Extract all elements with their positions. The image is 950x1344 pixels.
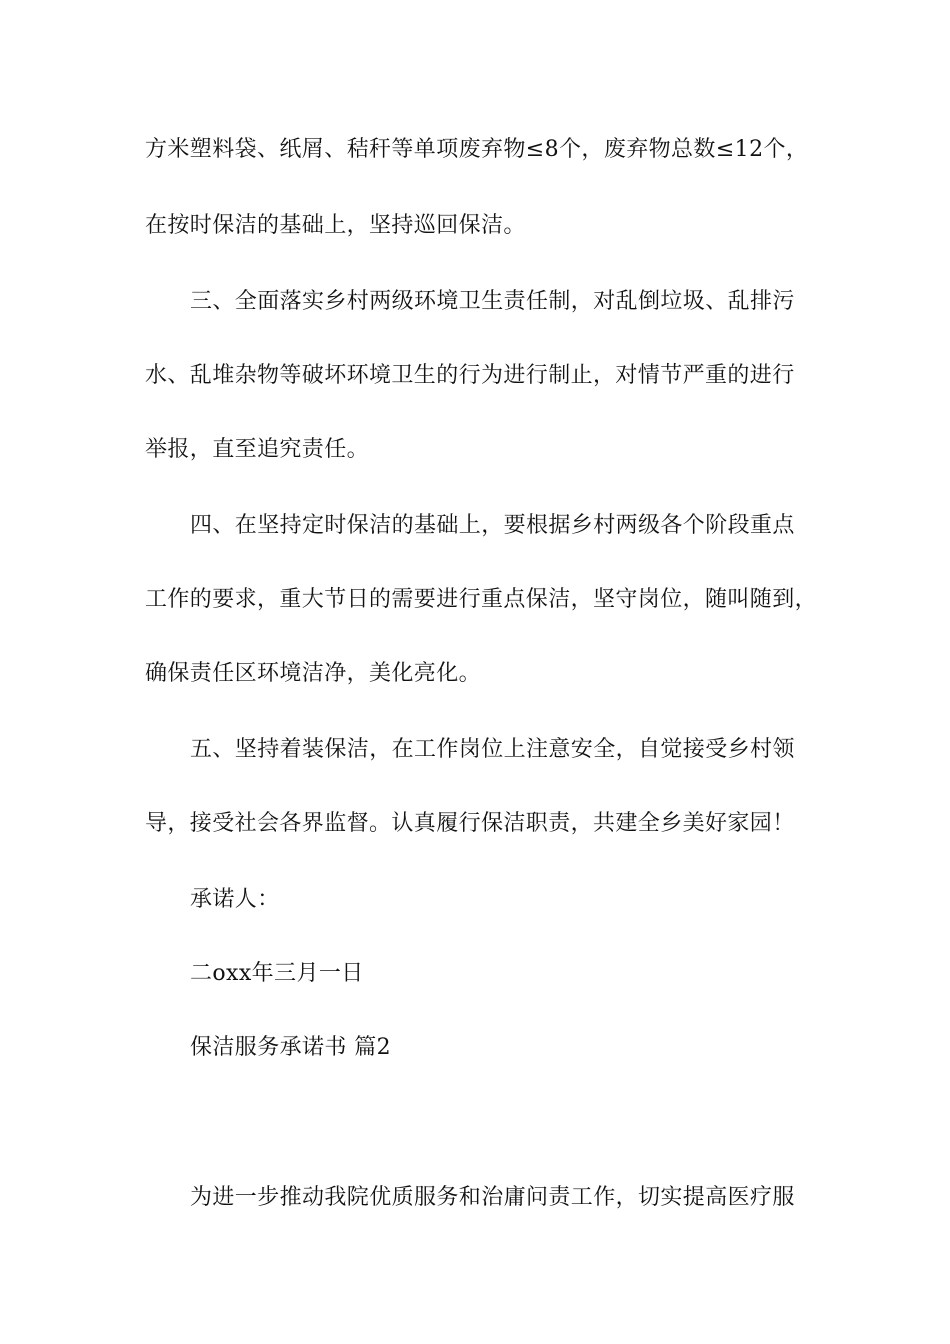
paragraph-five-start: 五、坚持着装保洁，在工作岗位上注意安全，自觉接受乡村领 — [190, 737, 795, 762]
paragraph-three-start: 三、全面落实乡村两级环境卫生责任制，对乱倒垃圾、乱排污 — [190, 289, 795, 314]
text-line: 工作的要求，重大节日的需要进行重点保洁，坚守岗位，随叫随到， — [145, 587, 818, 612]
promisor-label: 承诺人： — [190, 887, 280, 912]
text-line: 导，接受社会各界监督。认真履行保洁职责，共建全乡美好家园！ — [145, 811, 795, 836]
text-line: 在按时保洁的基础上，坚持巡回保洁。 — [145, 213, 526, 238]
text-line: 为进一步推动我院优质服务和治庸问责工作，切实提高医疗服 — [190, 1185, 795, 1210]
text-line: 确保责任区环境洁净，美化亮化。 — [145, 661, 482, 686]
text-line: 举报，直至追究责任。 — [145, 437, 370, 462]
paragraph-four-start: 四、在坚持定时保洁的基础上，要根据乡村两级各个阶段重点 — [190, 513, 795, 538]
document-date: 二oxx年三月一日 — [190, 961, 364, 986]
section-title: 保洁服务承诺书 篇2 — [190, 1035, 391, 1060]
text-line: 方米塑料袋、纸屑、秸秆等单项废弃物≤8个，废弃物总数≤12个， — [145, 137, 809, 162]
text-line: 水、乱堆杂物等破坏环境卫生的行为进行制止，对情节严重的进行 — [145, 363, 795, 388]
